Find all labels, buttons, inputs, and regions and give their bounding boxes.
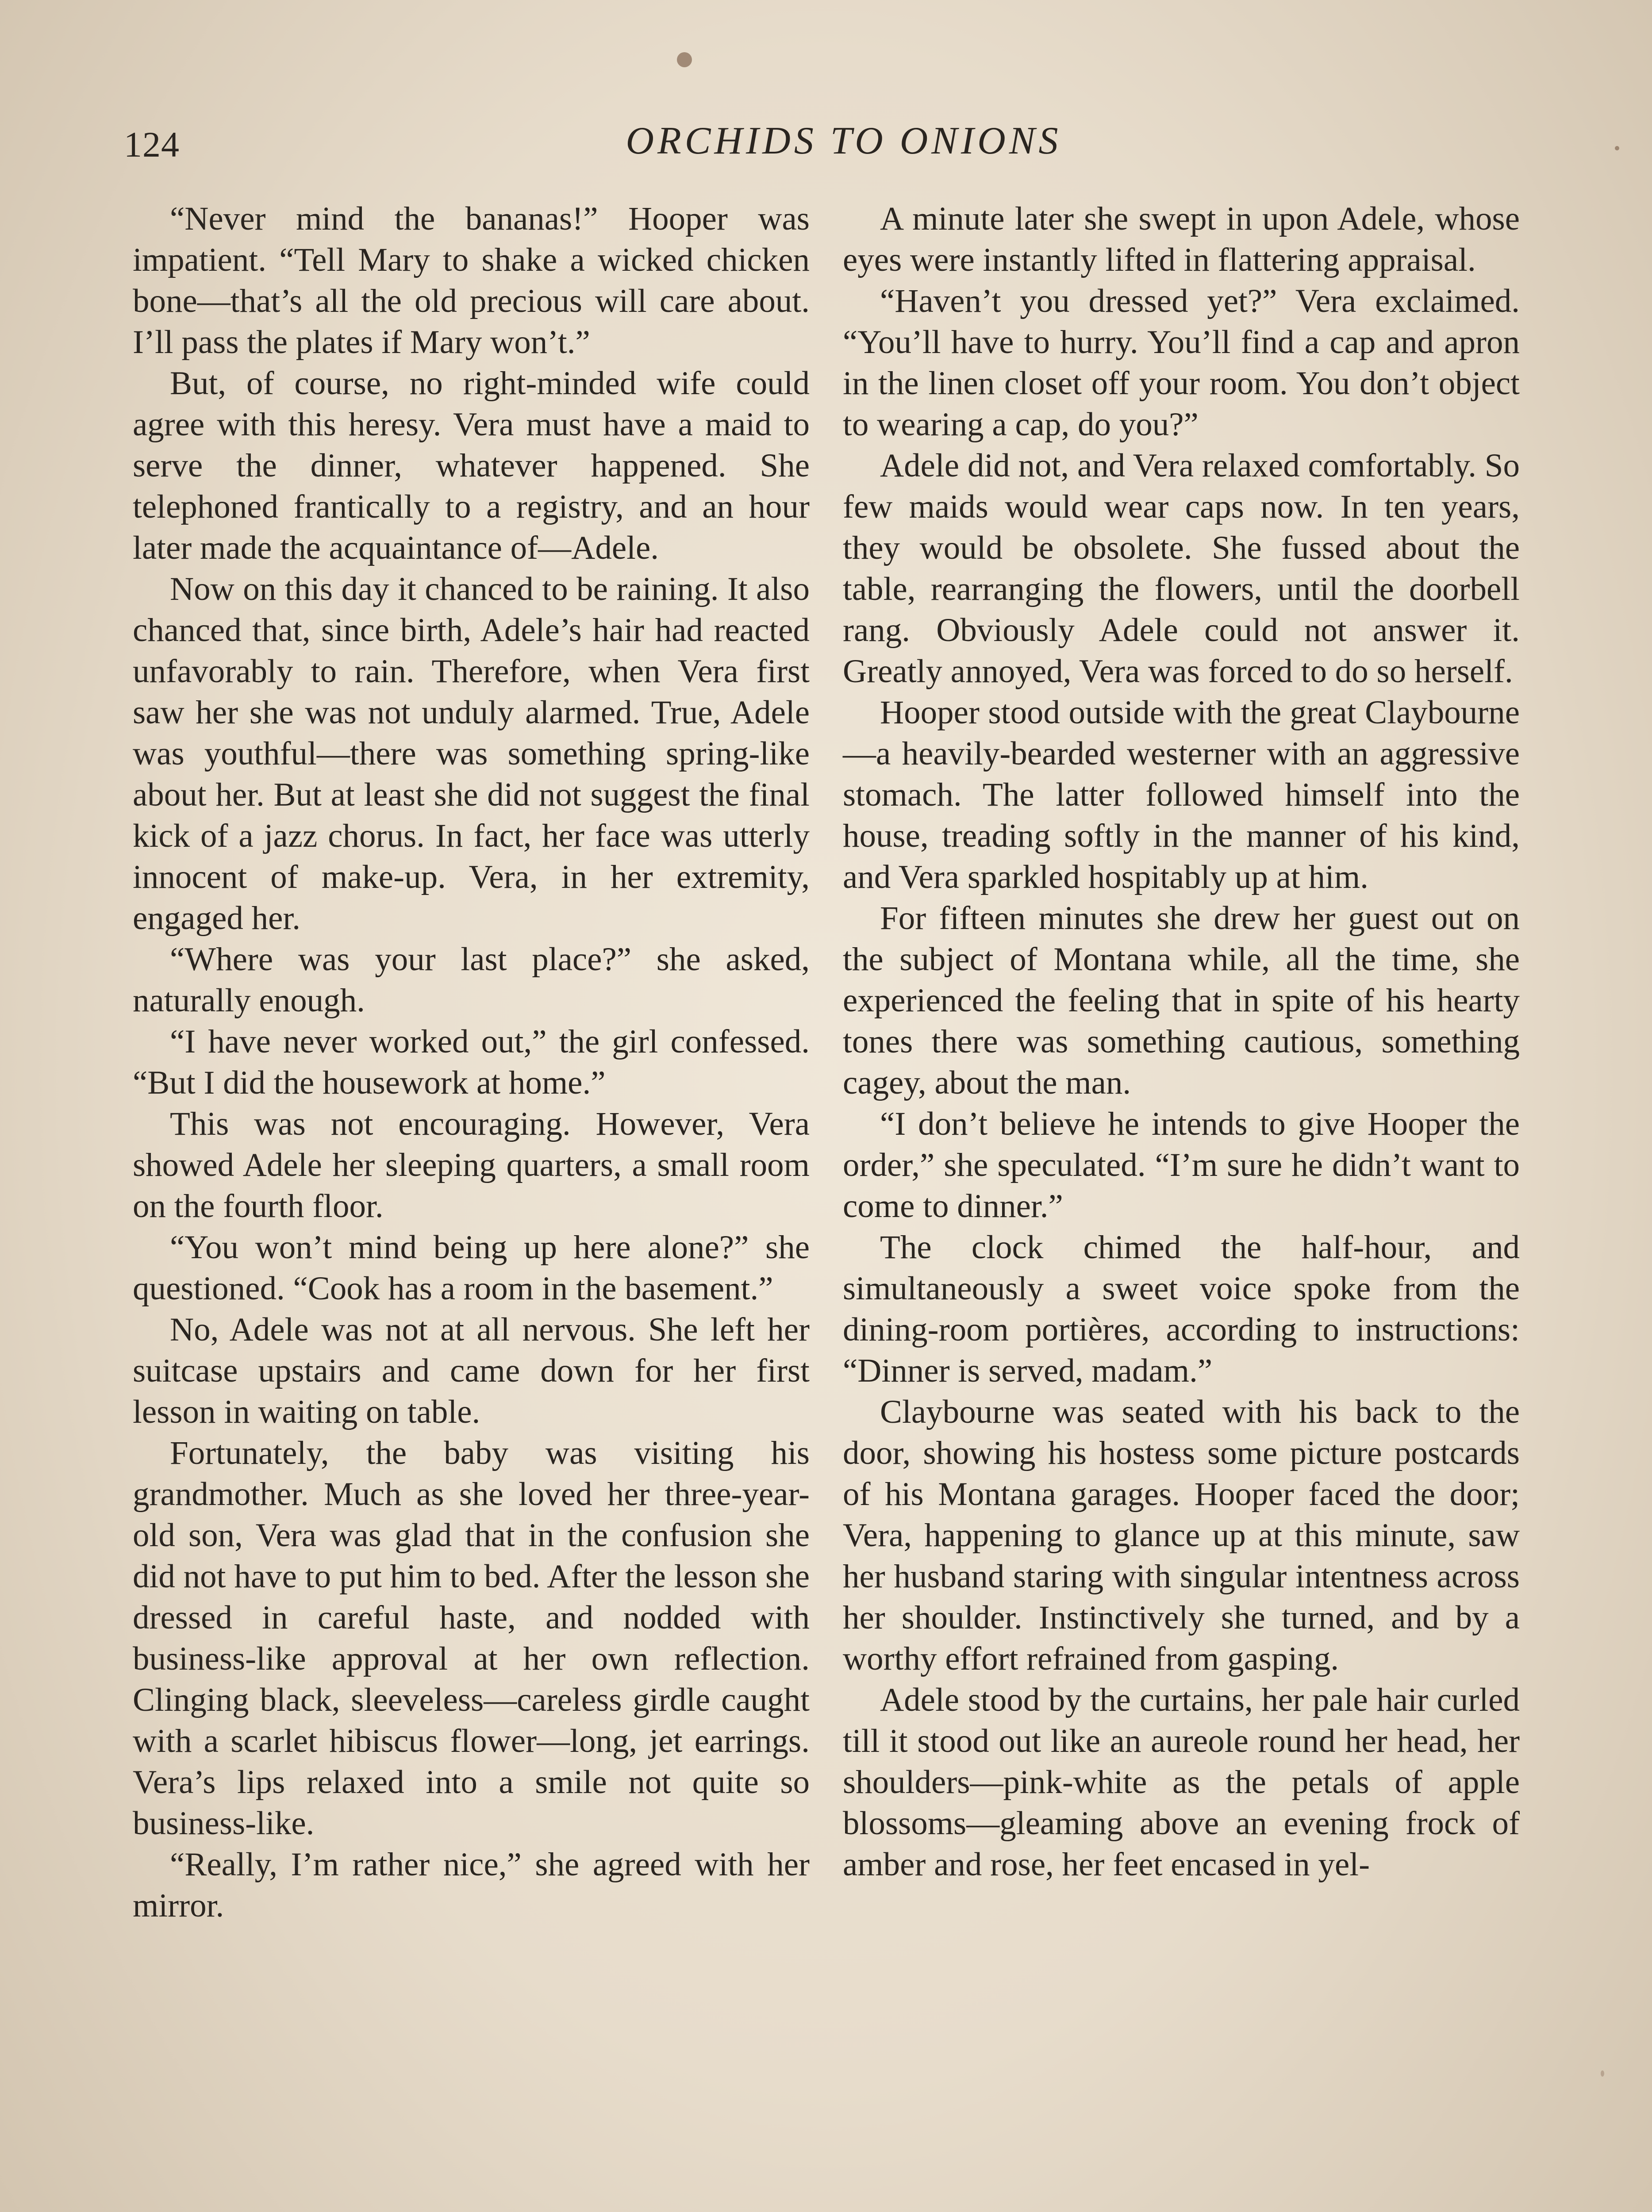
paragraph: “I have never worked out,” the girl confessed. “But I did the housework at home.”: [133, 1023, 810, 1101]
paragraph: Now on this day it chanced to be raining. It also chanced that, since birth, Adele’s hair had reacted unfavorably to rain. Therefore, when Vera first saw her she was not unduly alarmed. True, Adele was youthful—there was something spring-like about her. But at least she did not suggest the final kick of a jazz chorus. In fact, her face was utterly innocent of make-up. Vera, in her extremity, engaged her.: [133, 571, 810, 937]
paragraph: “Haven’t you dressed yet?” Vera exclaimed. “You’ll have to hurry. You’ll find a cap and apron in the linen closet off your room. You don’t object to wearing a cap, do you?”: [843, 283, 1520, 443]
paper-speck: [1601, 2070, 1604, 2077]
paragraph: Fortunately, the baby was visiting his grandmother. Much as she loved her three-year-old son, Vera was glad that in the confusion she did not have to put him to bed. After the lesson she dressed in careful haste, and nodded with business-like approval at her own reflection. Clinging black, sleeveless—careless girdle caught with a scarlet hibiscus flower—long, jet earrings. Vera’s lips relaxed into a smile not quite so business-like.: [133, 1435, 810, 1842]
paragraph: For fifteen minutes she drew her guest out on the subject of Montana while, all the time, she experienced the feeling that in spite of his hearty tones there was something cautious, something cagey, about the man.: [843, 900, 1520, 1101]
paragraph: “Where was your last place?” she asked, naturally enough.: [133, 941, 810, 1019]
paragraph: Adele did not, and Vera relaxed comfortably. So few maids would wear caps now. In ten years, they would be obsolete. She fussed about the table, rearranging the flowers, until the doorbell rang. Obviously Adele could not answer it. Greatly annoyed, Vera was forced to do so herself.: [843, 447, 1520, 690]
running-title: ORCHIDS TO ONIONS: [626, 119, 1062, 162]
paragraph: This was not encouraging. However, Vera showed Adele her sleeping quarters, a small room on the fourth floor.: [133, 1106, 810, 1225]
right-column: [843, 198, 1520, 1885]
paragraph: “You won’t mind being up here alone?” she questioned. “Cook has a room in the basement.”: [133, 1229, 810, 1307]
paragraph: A minute later she swept in upon Adele, whose eyes were instantly lifted in flattering appraisal.: [843, 200, 1520, 278]
paper-speck: [677, 52, 692, 67]
paragraph: But, of course, no right-minded wife could agree with this heresy. Vera must have a maid to serve the dinner, whatever happened. She telephoned frantically to a registry, and an hour later made the acquaintance of—Adele.: [133, 365, 810, 566]
page-number: 124: [124, 124, 180, 165]
paragraph: Adele stood by the curtains, her pale hair curled till it stood out like an aureole round her head, her shoulders—pink-white as the petals of apple blossoms—gleaming above an evening frock of amber and rose, her feet encased in yel-: [843, 1682, 1520, 1883]
left-column: [133, 198, 810, 1926]
paragraph: “Really, I’m rather nice,” she agreed with her mirror.: [133, 1846, 810, 1924]
paragraph: “Never mind the bananas!” Hooper was impatient. “Tell Mary to shake a wicked chicken bone—that’s all the old precious will care about. I’ll pass the plates if Mary won’t.”: [133, 200, 810, 361]
paragraph: The clock chimed the half-hour, and simultaneously a sweet voice spoke from the dining-room portières, according to instructions: “Dinner is served, madam.”: [843, 1229, 1520, 1389]
paragraph: Claybourne was seated with his back to the door, showing his hostess some picture postcards of his Montana garages. Hooper faced the door; Vera, happening to glance up at this minute, saw her husband staring with singular intentness across her shoulder. Instinctively she turned, and by a worthy effort refrained from gasping.: [843, 1394, 1520, 1677]
paragraph: Hooper stood outside with the great Claybourne—a heavily-bearded westerner with an aggressive stomach. The latter followed himself into the house, treading softly in the manner of his kind, and Vera sparkled hospitably up at him.: [843, 694, 1520, 895]
paragraph: No, Adele was not at all nervous. She left her suitcase upstairs and came down for her first lesson in waiting on table.: [133, 1311, 810, 1430]
paragraph: “I don’t believe he intends to give Hooper the order,” she speculated. “I’m sure he didn’t want to come to dinner.”: [843, 1106, 1520, 1225]
